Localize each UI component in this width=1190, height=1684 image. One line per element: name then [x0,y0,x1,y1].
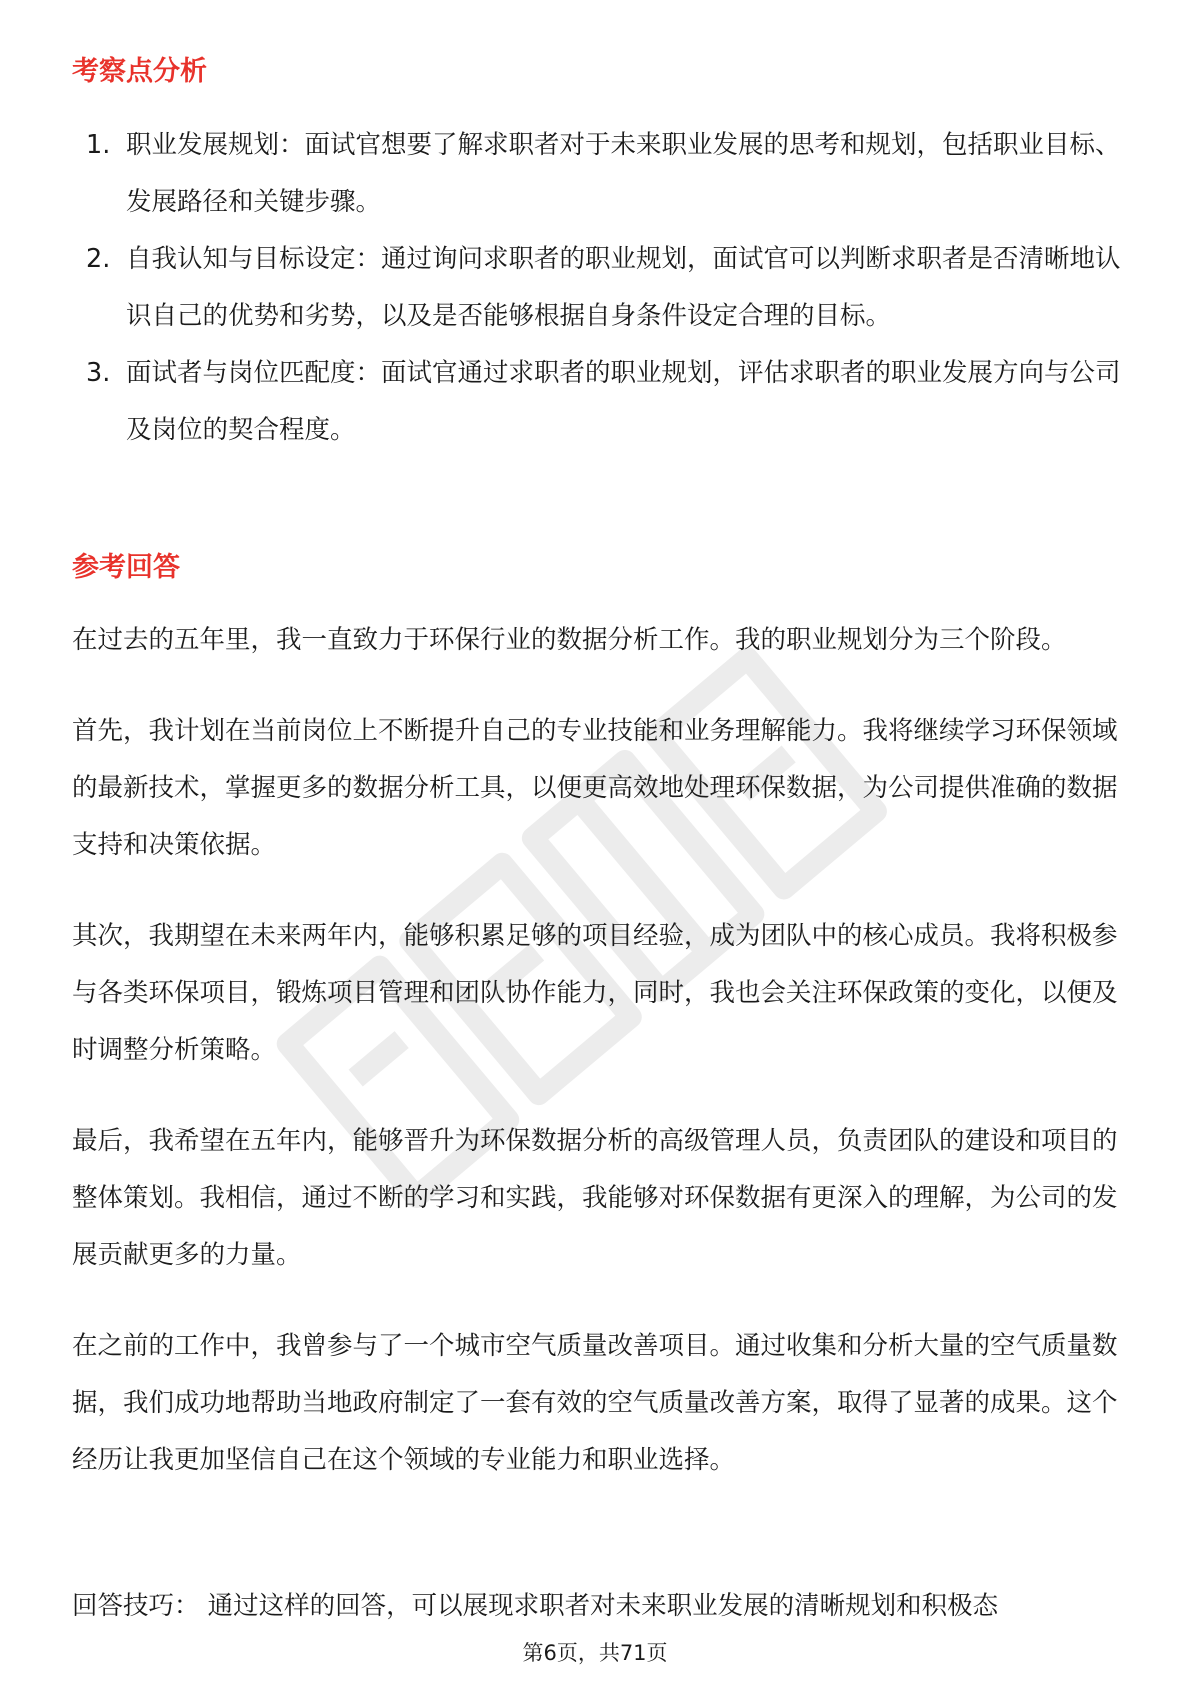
answer-body [72,612,1122,1523]
analysis-points [72,117,1122,459]
section-title-analysis: 考察点分析 [72,56,207,87]
list-number: 1. [86,130,111,160]
section-title-answer: 参考回答 [72,552,180,583]
page-number: 第6页，共71页 [522,1641,668,1665]
answer-paragraph: 在之前的工作中，我曾参与了一个城市空气质量改善项目。通过收集和分析大量的空气质量数据，我们成功地帮助当地政府制定了一套有效的空气质量改善方案，取得了显著的成果。这个经历让我更加坚信自己在这个领域的专业能力和职业选择。 [72,1331,1118,1475]
answer-tips: 回答技巧： 通过这样的回答，可以展现求职者对未来职业发展的清晰规划和积极态 [72,1591,999,1621]
list-text: 面试者与岗位匹配度：面试官通过求职者的职业规划，评估求职者的职业发展方向与公司及岗位的契合程度。 [126,358,1121,445]
list-text: 职业发展规划：面试官想要了解求职者对于未来职业发展的思考和规划，包括职业目标、发展路径和关键步骤。 [126,130,1121,217]
list-item [72,345,1122,459]
list-item [72,117,1122,231]
list-number: 2. [86,244,111,274]
list-number: 3. [86,358,111,388]
answer-paragraph: 最后，我希望在五年内，能够晋升为环保数据分析的高级管理人员，负责团队的建设和项目的整体策划。我相信，通过不断的学习和实践，我能够对环保数据有更深入的理解，为公司的发展贡献更多的力量。 [72,1126,1118,1270]
answer-paragraph: 在过去的五年里，我一直致力于环保行业的数据分析工作。我的职业规划分为三个阶段。 [72,625,1067,655]
list-item [72,231,1122,345]
list-text: 自我认知与目标设定：通过询问求职者的职业规划，面试官可以判断求职者是否清晰地认识自己的优势和劣势，以及是否能够根据自身条件设定合理的目标。 [126,244,1121,331]
answer-paragraph: 首先，我计划在当前岗位上不断提升自己的专业技能和业务理解能力。我将继续学习环保领域的最新技术，掌握更多的数据分析工具，以便更高效地处理环保数据，为公司提供准确的数据支持和决策依据。 [72,716,1118,860]
answer-paragraph: 其次，我期望在未来两年内，能够积累足够的项目经验，成为团队中的核心成员。我将积极参与各类环保项目，锻炼项目管理和团队协作能力，同时，我也会关注环保政策的变化，以便及时调整分析策略。 [72,921,1118,1065]
